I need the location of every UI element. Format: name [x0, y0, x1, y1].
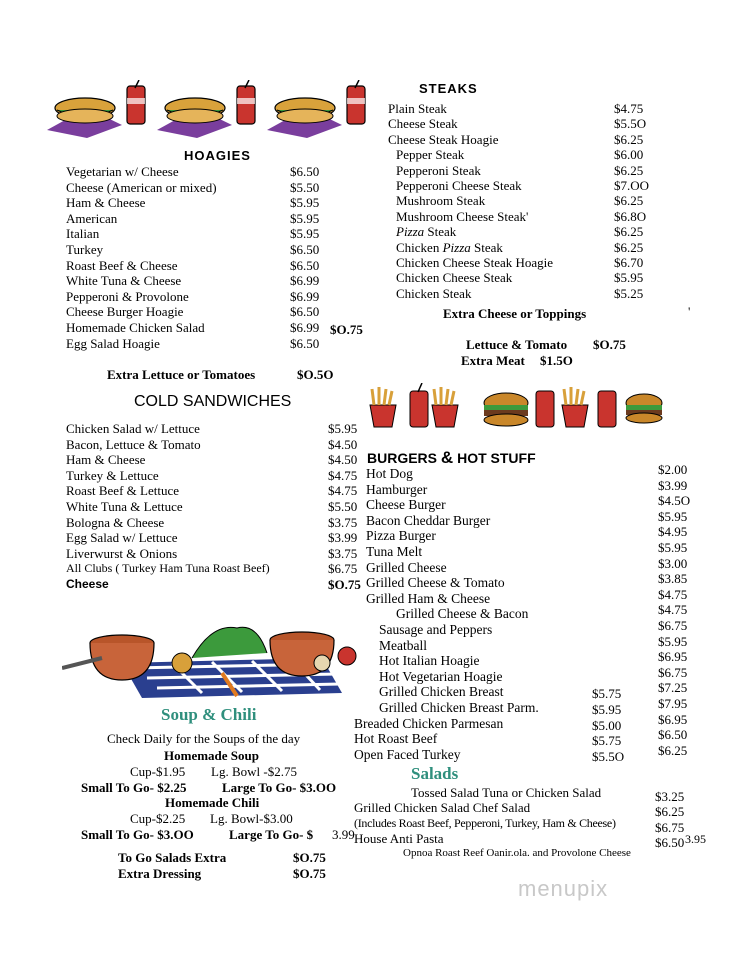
cold-item-price: $5.95 — [328, 421, 358, 436]
hoagie-item-price: $5.50 — [290, 179, 320, 195]
hoagie-item-name: Cheese Burger Hoagie — [66, 304, 184, 320]
burger-item-mid-price: $5.00 — [592, 717, 622, 733]
burger-item-price: $6.75 — [658, 618, 688, 633]
steak-item-price: $6.25 — [614, 162, 644, 178]
chili-large-togo-suffix: 3.99 — [332, 827, 355, 842]
burger-item-name: Sausage and Peppers — [379, 622, 493, 637]
steak-item-price: $6.00 — [614, 147, 644, 163]
burger-item-price: $5.95 — [658, 508, 688, 524]
burger-item-price: $7.25 — [658, 680, 688, 696]
steak-item-name: Cheese Steak Hoagie — [388, 131, 499, 147]
soup-check-daily: Check Daily for the Soups of the day — [107, 731, 301, 746]
cold-item-price: $6.75 — [328, 561, 358, 577]
chili-large-togo: Large To Go- $ — [229, 827, 314, 842]
cold-item-price: $3.75 — [328, 545, 358, 561]
extra-meat-label: Extra Meat — [461, 353, 525, 368]
burger-item-mid-price: $5.75 — [592, 733, 622, 749]
cold-item-name: All Clubs ( Turkey Ham Tuna Roast Beef) — [66, 561, 270, 576]
cold-item-name: Roast Beef & Lettuce — [66, 483, 179, 499]
salads-grilled: Grilled Chicken Salad Chef Salad — [354, 800, 531, 815]
steak-item-name: Pepper Steak — [396, 147, 465, 163]
steak-item-name: Chicken Cheese Steak — [396, 270, 513, 286]
salads-antipasta-price: $6.50 — [655, 835, 685, 850]
burger-banner-illustration — [366, 383, 676, 433]
steak-item-price: $6.8O — [614, 208, 647, 224]
steak-item-price: $6.25 — [614, 131, 644, 147]
burger-item-name: Grilled Chicken Breast — [379, 684, 504, 700]
burger-item-price: $6.95 — [658, 711, 688, 727]
cold-item-name: Egg Salad w/ Lettuce — [66, 530, 178, 546]
soup-cup-price: Cup-$1.95 — [130, 764, 186, 779]
lettuce-tomato-label: Lettuce & Tomato — [466, 337, 568, 352]
burger-item-name: Grilled Chicken Breast Parm. — [379, 700, 539, 715]
steak-item-name: Pepperoni Steak — [396, 162, 481, 178]
hoagie-item-price: $6.50 — [290, 164, 320, 179]
burger-item-price: $6.25 — [658, 742, 688, 758]
burger-item-price: $3.85 — [658, 571, 688, 587]
steak-item-price: $5.5O — [614, 116, 647, 132]
burger-item-name: Pizza Burger — [366, 528, 436, 544]
steak-item-name: Pepperoni Cheese Steak — [396, 178, 522, 193]
burger-item-price: $3.99 — [658, 477, 688, 493]
steak-item-name: Chicken Steak — [396, 285, 472, 301]
burgers-title-a: BURGERS — [367, 450, 438, 466]
burger-item-name: Hot Vegetarian Hoagie — [379, 668, 503, 684]
burger-item-name: Hot Italian Hoagie — [379, 653, 480, 669]
burger-item-price: $6.95 — [658, 649, 688, 665]
steak-item-name: Mushroom Cheese Steak' — [396, 208, 529, 224]
hoagie-item-price: $6.50 — [290, 242, 320, 257]
togo-salads-extra-price: $O.75 — [293, 850, 326, 865]
hoagie-item-price: $5.95 — [290, 226, 320, 242]
hoagie-item-name: Turkey — [66, 242, 104, 257]
extra-dressing-price: $O.75 — [293, 866, 326, 881]
cold-item-name: Bacon, Lettuce & Tomato — [66, 436, 201, 452]
steak-item-price: $5.25 — [614, 285, 644, 301]
cold-item-name: Chicken Salad w/ Lettuce — [66, 421, 200, 436]
togo-salads-extra-label: To Go Salads Extra — [118, 850, 227, 865]
cold-item-name: Turkey & Lettuce — [66, 467, 159, 483]
hoagie-item-price: $5.95 — [290, 195, 320, 211]
hoagie-item-name: Italian — [66, 226, 100, 242]
hoagie-item-price: $6.99 — [290, 288, 320, 304]
burger-item-price: $4.95 — [658, 524, 688, 540]
steak-item-name-part: Steak — [470, 239, 503, 255]
hoagie-item-price: $6.99 — [290, 273, 320, 289]
burger-item-mid-price: $5.95 — [592, 702, 622, 717]
cold-item-price: $4.50 — [328, 436, 358, 452]
steak-item-price: $6.25 — [614, 193, 644, 209]
hoagies-extra-price: $O.5O — [297, 367, 334, 382]
hoagie-item-price: $6.99 — [290, 320, 320, 335]
salads-title: Salads — [411, 764, 459, 783]
steaks-extra-toppings: Extra Cheese or Toppings — [443, 306, 587, 321]
burger-item-name: Grilled Ham & Cheese — [366, 590, 491, 606]
cold-item-name: Ham & Cheese — [66, 452, 146, 468]
soup-bowl-price: Lg. Bowl -$2.75 — [211, 764, 297, 779]
hoagie-item-price: $5.95 — [290, 210, 320, 226]
steak-item-name: Mushroom Steak — [396, 193, 486, 209]
hoagie-banner-illustration — [47, 80, 387, 140]
salads-tossed-price: $3.25 — [655, 789, 685, 804]
steak-item-price: $5.95 — [614, 270, 644, 286]
burger-item-name: Hot Roast Beef — [354, 731, 438, 747]
hoagie-item-name: Cheese (American or mixed) — [66, 179, 217, 195]
burger-item-price: $4.5O — [658, 493, 691, 509]
salads-grilled-price: $6.25 — [655, 804, 685, 819]
cold-item-price: $4.50 — [328, 452, 358, 468]
salads-tossed: Tossed Salad Tuna or Chicken Salad — [411, 785, 602, 800]
burger-item-name: Open Faced Turkey — [354, 746, 461, 762]
burger-item-price: $5.95 — [658, 540, 688, 555]
hoagie-item-name: Vegetarian w/ Cheese — [66, 164, 179, 179]
homemade-soup-heading: Homemade Soup — [164, 748, 259, 763]
burgers-title-b: HOT STUFF — [457, 450, 536, 466]
burger-item-name: Hamburger — [366, 481, 428, 497]
hoagie-item-name: Ham & Cheese — [66, 195, 146, 211]
burgers-title — [367, 448, 536, 468]
salads-note: Opnoa Roast Reef Oanir.ola. and Provolone Cheese — [403, 847, 631, 859]
hoagie-item-price: $6.50 — [290, 335, 320, 351]
cold-item-price: $3.99 — [328, 530, 358, 546]
steak-item-price: $6.70 — [614, 255, 644, 270]
soup-pots-illustration — [62, 618, 362, 698]
soup-large-togo: Large To Go- $3.OO — [222, 780, 337, 795]
cold-item-name: Liverwurst & Onions — [66, 545, 178, 561]
extra-dressing-label: Extra Dressing — [118, 866, 202, 881]
burger-item-price: $6.50 — [658, 727, 688, 743]
burger-item-name: Meatball — [379, 637, 427, 653]
hoagie-item-name: Pepperoni & Provolone — [66, 288, 189, 304]
burger-item-price: $4.75 — [658, 586, 688, 602]
hoagie-item-name: White Tuna & Cheese — [66, 273, 182, 289]
hoagies-title: HOAGIES — [184, 148, 251, 163]
hoagie-item-name: Homemade Chicken Salad — [66, 320, 205, 335]
burger-item-mid-price: $5.5O — [592, 748, 625, 764]
chili-small-togo: Small To Go- $3.OO — [81, 827, 194, 842]
salads-includes: (Includes Roast Beef, Pepperoni, Turkey, Ham & Cheese) — [354, 816, 616, 830]
soup-chili-title: Soup & Chili — [161, 705, 257, 724]
steak-item-name-part: Pizza — [442, 239, 471, 255]
steak-item-name — [396, 224, 456, 239]
hoagie-item-name: American — [66, 210, 118, 226]
cold-sandwiches-title: COLD SANDWICHES — [134, 393, 292, 410]
cold-cheese-price: $O.75 — [328, 577, 361, 592]
steak-item-name: Plain Steak — [388, 101, 447, 116]
burger-item-name: Bacon Cheddar Burger — [366, 512, 491, 528]
cold-item-name: Bologna & Cheese — [66, 514, 165, 530]
homemade-chili-heading: Homemade Chili — [165, 795, 260, 810]
burger-item-name: Grilled Cheese — [366, 559, 447, 575]
chili-bowl-price: Lg. Bowl-$3.00 — [210, 811, 293, 826]
salads-includes-price: $6.75 — [655, 820, 685, 835]
steak-item-name-part: Steak — [424, 224, 457, 240]
soup-small-togo: Small To Go- $2.25 — [81, 780, 187, 795]
cold-item-price: $5.50 — [328, 499, 358, 514]
burger-item-mid-price: $5.75 — [592, 686, 622, 702]
burger-item-name: Breaded Chicken Parmesan — [354, 715, 504, 731]
hoagie-item-name: Roast Beef & Cheese — [66, 257, 178, 273]
hoagies-side-price: $O.75 — [330, 322, 363, 337]
steak-item-price: $6.25 — [614, 239, 644, 255]
extra-meat-price: $1.5O — [540, 353, 573, 368]
burger-item-price: $7.95 — [658, 696, 688, 711]
steak-item-price: $6.25 — [614, 224, 644, 240]
burger-item-name: Hot Dog — [366, 466, 413, 481]
cold-item-price: $3.75 — [328, 514, 358, 530]
hoagie-item-price: $6.50 — [290, 257, 320, 273]
burger-item-name: Cheese Burger — [366, 497, 446, 513]
salads-antipasta: House Anti Pasta — [354, 831, 444, 846]
burgers-title-amp: & — [440, 448, 454, 467]
cold-cheese-label: Cheese — [66, 577, 109, 591]
steaks-title: STEAKS — [419, 81, 478, 96]
cold-item-price: $4.75 — [328, 467, 358, 483]
burger-item-name: Grilled Cheese & Tomato — [366, 575, 505, 591]
burger-item-price: $2.00 — [658, 462, 688, 477]
burger-item-price: $5.95 — [658, 633, 688, 649]
burger-item-name: Tuna Melt — [366, 544, 423, 559]
burger-item-price: $3.00 — [658, 555, 688, 571]
cold-item-price: $4.75 — [328, 483, 358, 499]
steak-item-name: Cheese Steak — [388, 116, 458, 132]
steak-item-name — [396, 240, 503, 255]
steak-item-name-part: Chicken — [396, 239, 443, 255]
steak-item-name-part: Pizza — [396, 224, 425, 240]
lettuce-tomato-price: $O.75 — [593, 337, 626, 352]
chili-cup-price: Cup-$2.25 — [130, 811, 186, 826]
steak-item-name: Chicken Cheese Steak Hoagie — [396, 255, 554, 270]
steaks-tick: ' — [688, 304, 691, 319]
steak-item-price: $4.75 — [614, 101, 644, 116]
salads-antipasta-extra: 3.95 — [685, 832, 706, 846]
steak-item-price: $7.OO — [614, 178, 650, 193]
burger-item-name: Grilled Cheese & Bacon — [396, 606, 529, 622]
cold-item-name: White Tuna & Lettuce — [66, 499, 183, 514]
hoagie-item-name: Egg Salad Hoagie — [66, 335, 160, 351]
hoagies-extra-label: Extra Lettuce or Tomatoes — [107, 367, 256, 382]
menupix-watermark: menupix — [518, 876, 609, 901]
burger-item-price: $4.75 — [658, 602, 688, 618]
hoagie-item-price: $6.50 — [290, 304, 320, 320]
burger-item-price: $6.75 — [658, 664, 688, 680]
